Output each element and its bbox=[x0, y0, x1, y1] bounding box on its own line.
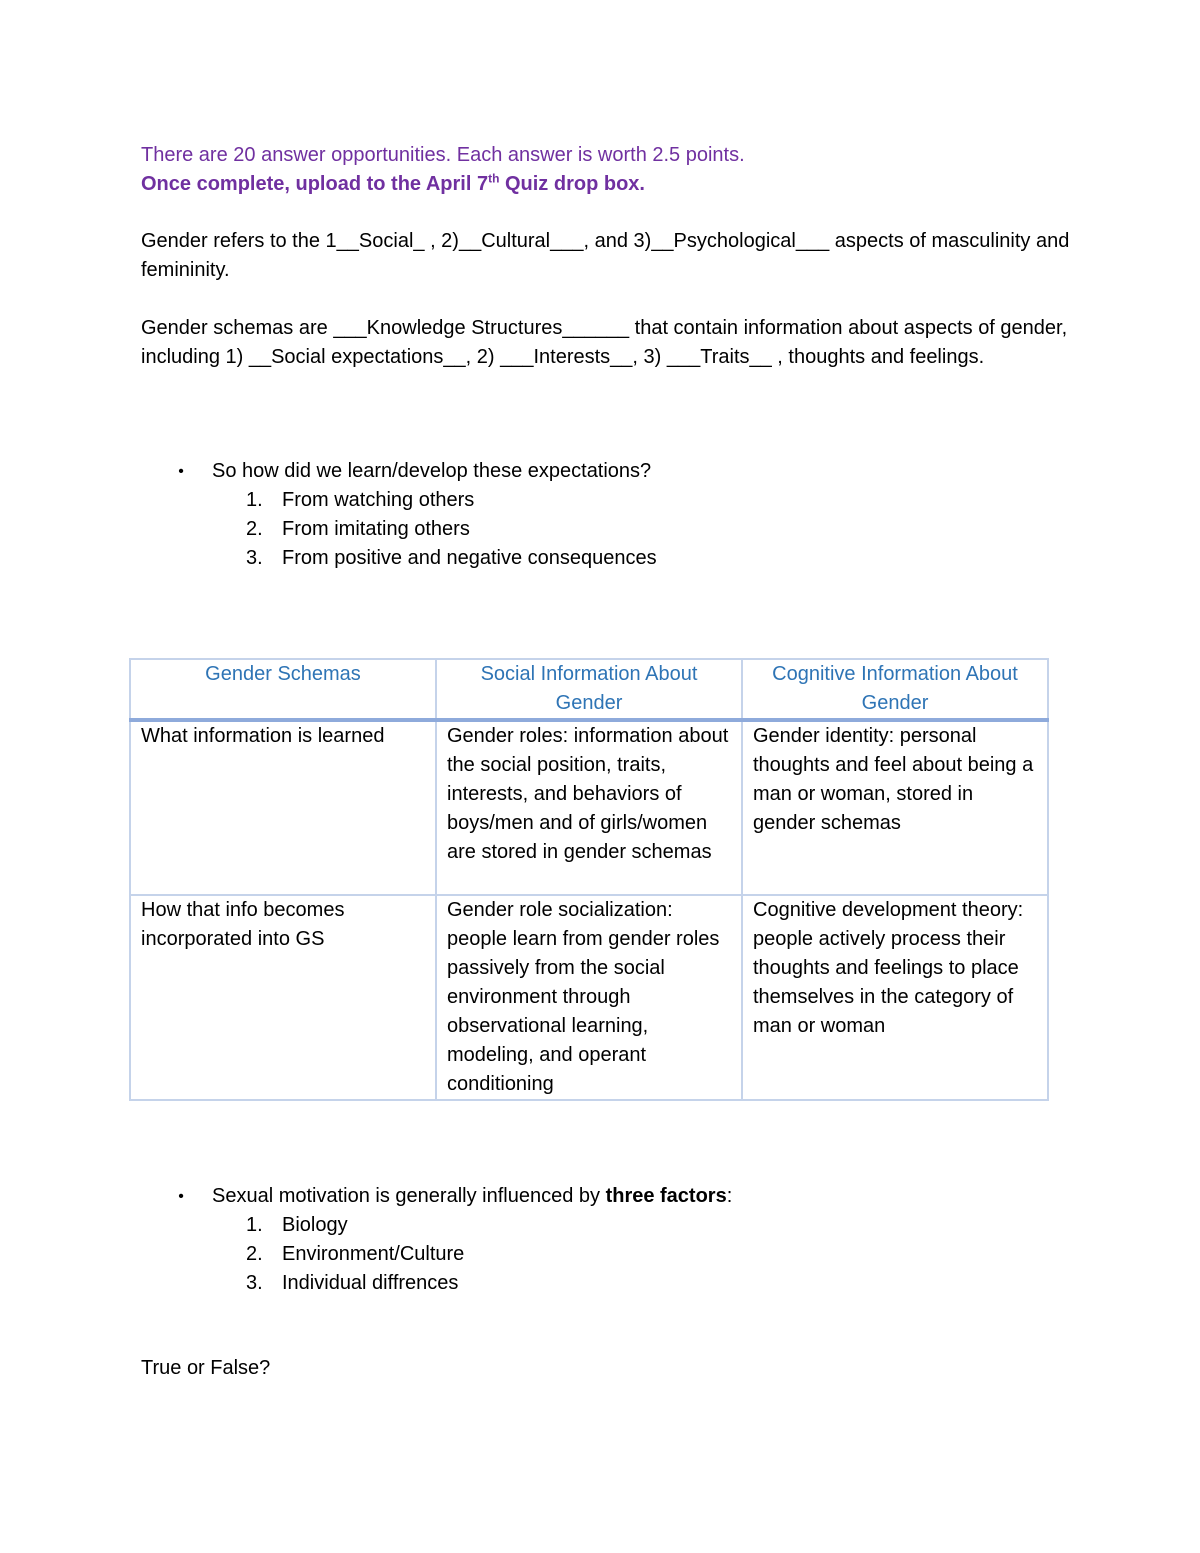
table-cell: Cognitive development theory: people actively process their thoughts and feelings to place themselves in the category of man or woman bbox=[742, 895, 1048, 1100]
table-header-social-info: Social Information About Gender bbox=[436, 659, 742, 720]
list-item bbox=[176, 1211, 1056, 1240]
table-cell: Gender role socialization: people learn from gender roles passively from the social environment through observational learning, modeling, and operant conditioning bbox=[436, 895, 742, 1100]
table-header-cognitive-info: Cognitive Information About Gender bbox=[742, 659, 1048, 720]
motivation-lead bbox=[176, 1182, 1056, 1211]
bullet-icon: • bbox=[178, 1188, 184, 1205]
list-number: 3. bbox=[246, 547, 263, 569]
motivation-lead-bold: three factors bbox=[605, 1185, 727, 1207]
list-item bbox=[176, 1240, 1056, 1269]
instructions-line-1: There are 20 answer opportunities. Each answer is worth 2.5 points. bbox=[141, 144, 745, 166]
table-header-gender-schemas: Gender Schemas bbox=[130, 659, 436, 720]
motivation-lead-text: Sexual motivation is generally influenced by bbox=[212, 1185, 606, 1207]
list-item bbox=[176, 544, 1056, 573]
list-number: 3. bbox=[246, 1272, 263, 1294]
list-item-text: Environment/Culture bbox=[282, 1243, 465, 1265]
learn-question-text: So how did we learn/develop these expectations? bbox=[212, 460, 652, 482]
table-header-row bbox=[130, 659, 1048, 720]
gender-schemas-table bbox=[129, 658, 1049, 1101]
list-item-text: From imitating others bbox=[282, 518, 470, 540]
table-cell: Gender identity: personal thoughts and feel about being a man or woman, stored in gender schemas bbox=[742, 720, 1048, 895]
list-number: 2. bbox=[246, 518, 263, 540]
instructions-line-2 bbox=[141, 170, 1071, 199]
table-cell: What information is learned bbox=[130, 720, 436, 895]
gender-schema-definition: Gender schemas are ___Knowledge Structures______ that contain information about aspects of gender, including 1) __Social expectations__, 2) ___Interests__, 3) ___Traits__ , thoughts and feelings. bbox=[141, 317, 1068, 368]
instructions-line-2-sup: th bbox=[488, 171, 500, 186]
instructions-line-2-tail: Quiz drop box. bbox=[499, 173, 645, 195]
instructions-line-2-text: Once complete, upload to the April 7 bbox=[141, 173, 489, 195]
bullet-icon: • bbox=[178, 463, 184, 480]
list-number: 2. bbox=[246, 1243, 263, 1265]
list-number: 1. bbox=[246, 489, 263, 511]
list-number: 1. bbox=[246, 1214, 263, 1236]
list-item bbox=[176, 1269, 1056, 1298]
list-item-text: From watching others bbox=[282, 489, 475, 511]
motivation-lead-tail: : bbox=[726, 1185, 733, 1207]
list-item-text: Individual diffrences bbox=[282, 1272, 459, 1294]
motivation-list bbox=[176, 1182, 1056, 1298]
table-cell: Gender roles: information about the social position, traits, interests, and behaviors of boys/men and of girls/women are stored in gender schemas bbox=[436, 720, 742, 895]
list-item bbox=[176, 486, 1056, 515]
table-row bbox=[130, 720, 1048, 895]
instructions bbox=[141, 141, 1071, 199]
table-cell: How that info becomes incorporated into GS bbox=[130, 895, 436, 1100]
list-item bbox=[176, 515, 1056, 544]
true-false-heading: True or False? bbox=[141, 1357, 271, 1379]
learn-list bbox=[176, 457, 1056, 573]
learn-question bbox=[176, 457, 1056, 486]
table-row bbox=[130, 895, 1048, 1100]
list-item-text: From positive and negative consequences bbox=[282, 547, 657, 569]
gender-definition: Gender refers to the 1__Social_ , 2)__Cultural___, and 3)__Psychological___ aspects of masculinity and femininity. bbox=[141, 230, 1070, 281]
list-item-text: Biology bbox=[282, 1214, 348, 1236]
